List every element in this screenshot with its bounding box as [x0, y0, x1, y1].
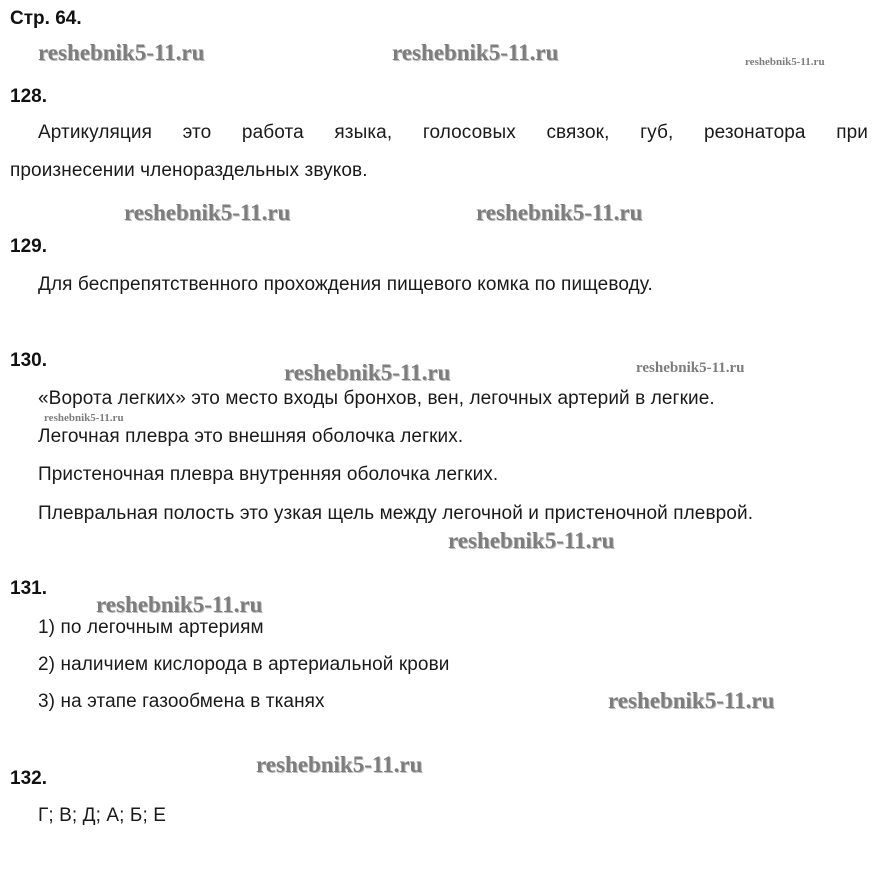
watermark: reshebnik5-11.ru	[44, 412, 124, 424]
watermark: reshebnik5-11.ru	[256, 752, 423, 777]
watermark: reshebnik5-11.ru	[96, 592, 263, 617]
watermark: reshebnik5-11.ru	[124, 200, 291, 225]
task-number: 128.	[10, 86, 47, 107]
watermark: reshebnik5-11.ru	[476, 200, 643, 225]
task-list-item: 1) по легочным артериям	[38, 617, 264, 638]
watermark: reshebnik5-11.ru	[636, 360, 745, 376]
watermark: reshebnik5-11.ru	[38, 40, 205, 65]
task-answer: Г; В; Д; А; Б; Е	[38, 805, 167, 826]
watermark: reshebnik5-11.ru	[392, 40, 559, 65]
task-list-item: 2) наличием кислорода в артериальной крови	[38, 654, 450, 675]
watermark: reshebnik5-11.ru	[448, 528, 615, 553]
task-text-line: Артикуляция это работа языка, голосовых связок, губ, резонатора при	[38, 122, 868, 143]
task-list-item: 3) на этапе газообмена в тканях	[38, 691, 325, 712]
task-text-line: Плевральная полость это узкая щель между легочной и пристеночной плеврой.	[38, 503, 754, 524]
task-number: 130.	[10, 350, 47, 371]
watermark: reshebnik5-11.ru	[608, 688, 775, 713]
watermark: reshebnik5-11.ru	[284, 360, 451, 385]
task-text-line: Пристеночная плевра внутренняя оболочка легких.	[38, 464, 499, 485]
task-text-line: произнесении членораздельных звуков.	[10, 160, 368, 181]
task-number: 131.	[10, 578, 47, 599]
task-number: 129.	[10, 236, 47, 257]
task-number: 132.	[10, 768, 47, 789]
task-text-line: Для беспрепятственного прохождения пищевого комка по пищеводу.	[38, 274, 653, 295]
task-text-line: «Ворота легких» это место входы бронхов, вен, легочных артерий в легкие.	[38, 388, 715, 409]
page-header: Стр. 64.	[10, 8, 82, 29]
watermark: reshebnik5-11.ru	[745, 56, 825, 68]
task-text-line: Легочная плевра это внешняя оболочка легких.	[38, 426, 464, 447]
